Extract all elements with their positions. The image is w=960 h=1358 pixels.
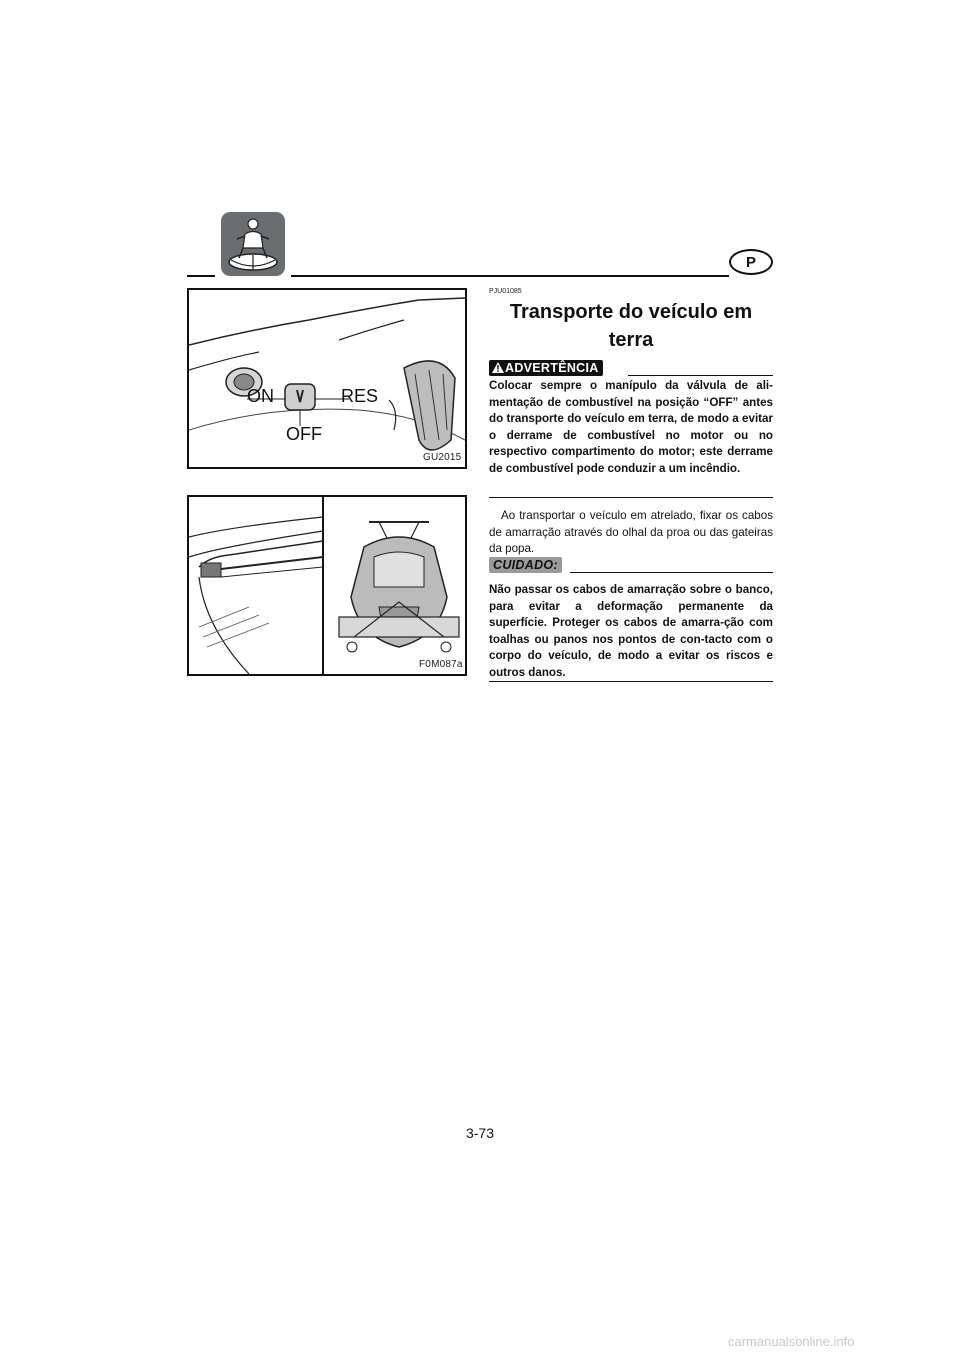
body-paragraph: Ao transportar o veículo em atrelado, fixar os cabos de amarração através do olhal da proa ou das gateiras da popa. — [489, 509, 773, 556]
caution-text: Não passar os cabos de amarração sobre o banco, para evitar a deformação permanente da superfície. Proteger os cabos de amarra-ção com toalhas ou panos nos pontos de con-tacto com o corpo do veículo, de modo a evitar os riscos e outros danos. — [489, 583, 773, 679]
warning-end-rule — [489, 497, 773, 498]
caution-end-rule — [489, 681, 773, 682]
valve-label-off: OFF — [286, 424, 322, 444]
figure-fuel-valve — [187, 288, 467, 469]
valve-label-on: ON — [247, 386, 274, 406]
watermark: carmanualsonline.info — [728, 1334, 855, 1349]
warning-text: Colocar sempre o manípulo da válvula de ali-mentação de combustível na posição “OFF” antes do transporte do veículo em terra, de modo a evitar o derrame de combustível no motor ou no respectivo compartimento do motor; este derrame de combustível pode conduzir a um incêndio. — [489, 379, 773, 475]
header-rule-right — [291, 275, 729, 277]
reference-code: PJU01085 — [489, 288, 522, 295]
watercraft-rider-icon — [221, 212, 285, 276]
warning-label-rule — [628, 375, 773, 376]
valve-label-res: RES — [341, 386, 379, 406]
caution-label — [489, 557, 562, 573]
fuel-valve-illustration — [189, 290, 465, 467]
page-number: 3-73 — [465, 1125, 495, 1141]
warning-label — [489, 360, 603, 376]
caution-label-rule — [570, 572, 773, 573]
caution-label-text: CUIDADO: — [493, 558, 558, 572]
language-badge: P — [729, 249, 773, 275]
warning-triangle-icon — [492, 362, 504, 373]
figure-trailer-transport — [187, 495, 467, 676]
trailer-transport-illustration — [189, 497, 465, 674]
header-rule-left — [187, 275, 215, 277]
page-title: Transporte do veículo em terra — [509, 301, 753, 351]
figure-code: GU2015 — [423, 452, 462, 463]
warning-label-text: ADVERTÊNCIA — [505, 361, 599, 375]
figure-code: F0M087a — [419, 659, 463, 670]
